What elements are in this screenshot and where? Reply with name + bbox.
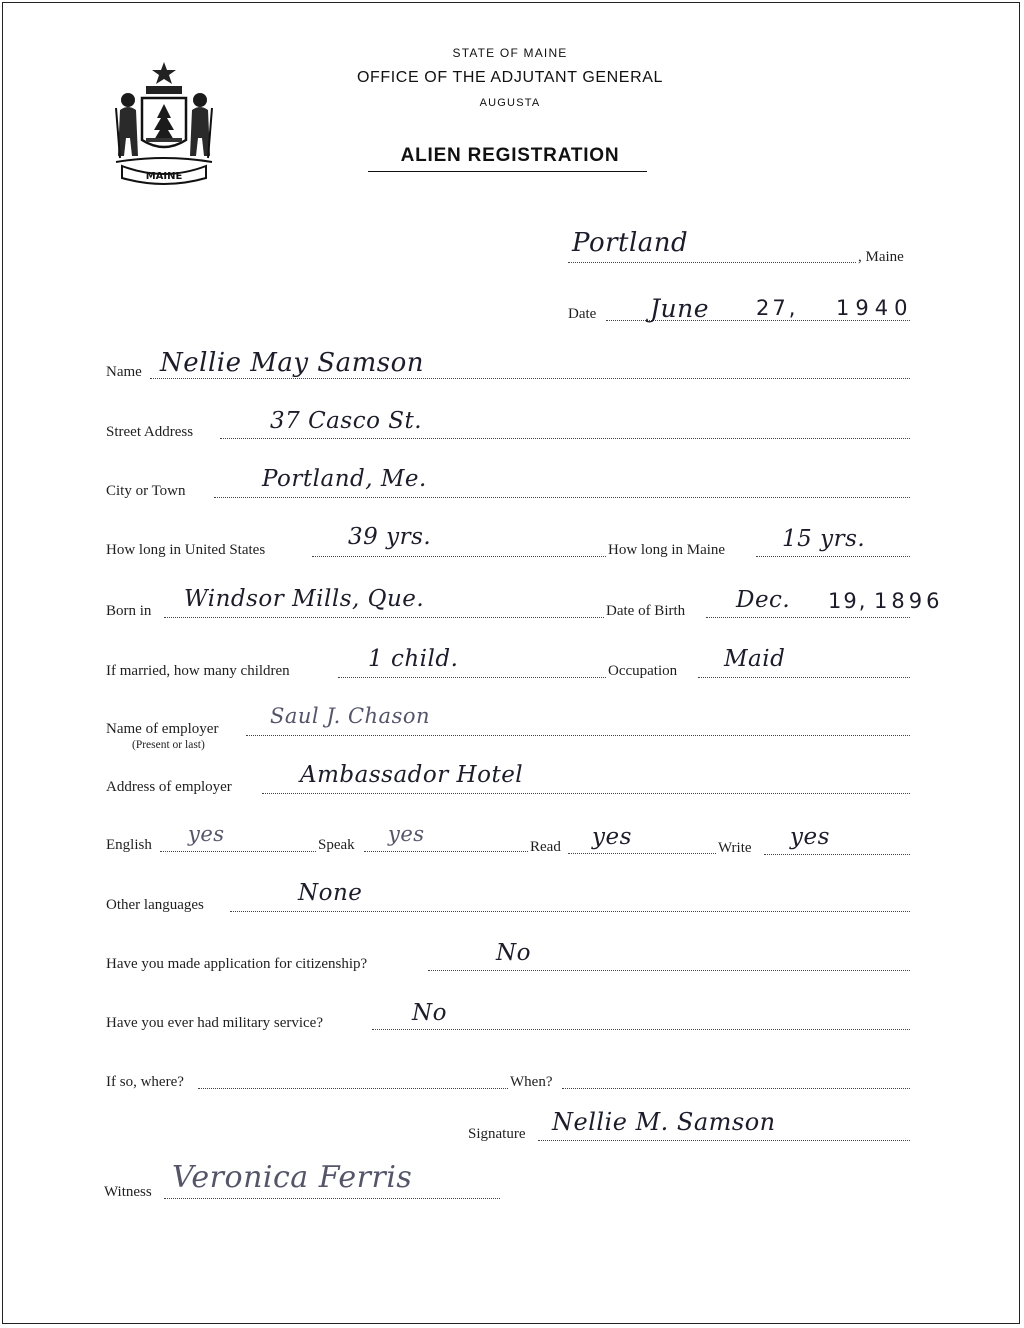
name-line [150,378,910,379]
military-value: No [412,1000,447,1026]
form-title: ALIEN REGISTRATION [400,145,620,166]
office-heading: OFFICE OF THE ADJUTANT GENERAL [356,69,664,86]
born-in-value: Windsor Mills, Que. [184,586,425,612]
date-label: Date [568,306,597,322]
citizenship-line [428,970,910,971]
witness-label: Witness [104,1184,152,1200]
signature-value: Nellie M. Samson [552,1108,776,1136]
dob-year-value: 1896 [874,589,944,613]
date-day-value: 27, [756,296,799,320]
witness-line [164,1198,500,1199]
speak-label: Speak [318,837,355,853]
write-label: Write [718,840,752,856]
state-heading: STATE OF MAINE [452,46,568,60]
name-label: Name [106,364,142,380]
street-value: 37 Casco St. [270,408,423,434]
dob-day-value: 19, [828,589,868,613]
date-month-value: June [650,294,710,323]
how-long-me-line [756,556,910,557]
city-heading: AUGUSTA [479,97,541,109]
signature-line [538,1140,910,1141]
title-underline [368,171,647,172]
speak-line [364,851,528,852]
when-label: When? [510,1074,553,1090]
when-line [562,1088,910,1089]
other-languages-label: Other languages [106,897,204,913]
speak-value: yes [388,822,425,846]
born-in-line [164,617,604,618]
read-line [568,853,716,854]
english-line [160,851,316,852]
read-value: yes [592,824,632,850]
street-line [220,438,910,439]
signature-label: Signature [468,1126,526,1142]
witness-value: Veronica Ferris [172,1160,413,1195]
how-long-me-value: 15 yrs. [782,526,866,552]
employer-address-line [262,793,910,794]
military-label: Have you ever had military service? [106,1015,323,1031]
read-label: Read [530,839,561,855]
employer-line [246,735,910,736]
place-value: Portland [572,228,689,258]
how-long-us-line [312,556,606,557]
employer-value: Saul J. Chason [270,704,431,728]
name-value: Nellie May Samson [160,348,425,378]
maine-label: , Maine [858,249,904,265]
english-label: English [106,837,152,853]
where-line [198,1088,508,1089]
children-label: If married, how many children [106,663,290,679]
employer-address-label: Address of employer [106,779,232,795]
write-line [764,854,910,855]
how-long-me-label: How long in Maine [608,542,726,558]
how-long-us-label: How long in United States [106,542,266,558]
street-label: Street Address [106,424,194,440]
occupation-line [698,677,910,678]
how-long-us-value: 39 yrs. [348,524,432,550]
born-in-label: Born in [106,603,152,619]
seal-banner-text: MAINE [145,171,183,182]
employer-sublabel: (Present or last) [132,739,205,751]
occupation-value: Maid [724,646,786,672]
dob-month-value: Dec. [736,587,791,613]
where-label: If so, where? [106,1074,184,1090]
english-value: yes [188,822,225,846]
city-value: Portland, Me. [262,466,427,492]
city-line [214,497,910,498]
citizenship-label: Have you made application for citizenship? [106,956,368,972]
employer-label: Name of employer [106,721,219,737]
citizenship-value: No [496,940,531,966]
children-value: 1 child. [368,646,459,672]
dob-label: Date of Birth [606,603,686,619]
occupation-label: Occupation [608,663,678,679]
write-value: yes [790,824,830,850]
state-seal-icon [108,58,220,188]
military-line [372,1029,910,1030]
dob-line [706,617,910,618]
other-languages-line [230,911,910,912]
employer-address-value: Ambassador Hotel [300,762,524,788]
other-languages-value: None [298,880,363,906]
city-label: City or Town [106,483,186,499]
children-line [338,677,606,678]
date-year-value: 1940 [836,296,914,320]
place-line [568,262,856,263]
